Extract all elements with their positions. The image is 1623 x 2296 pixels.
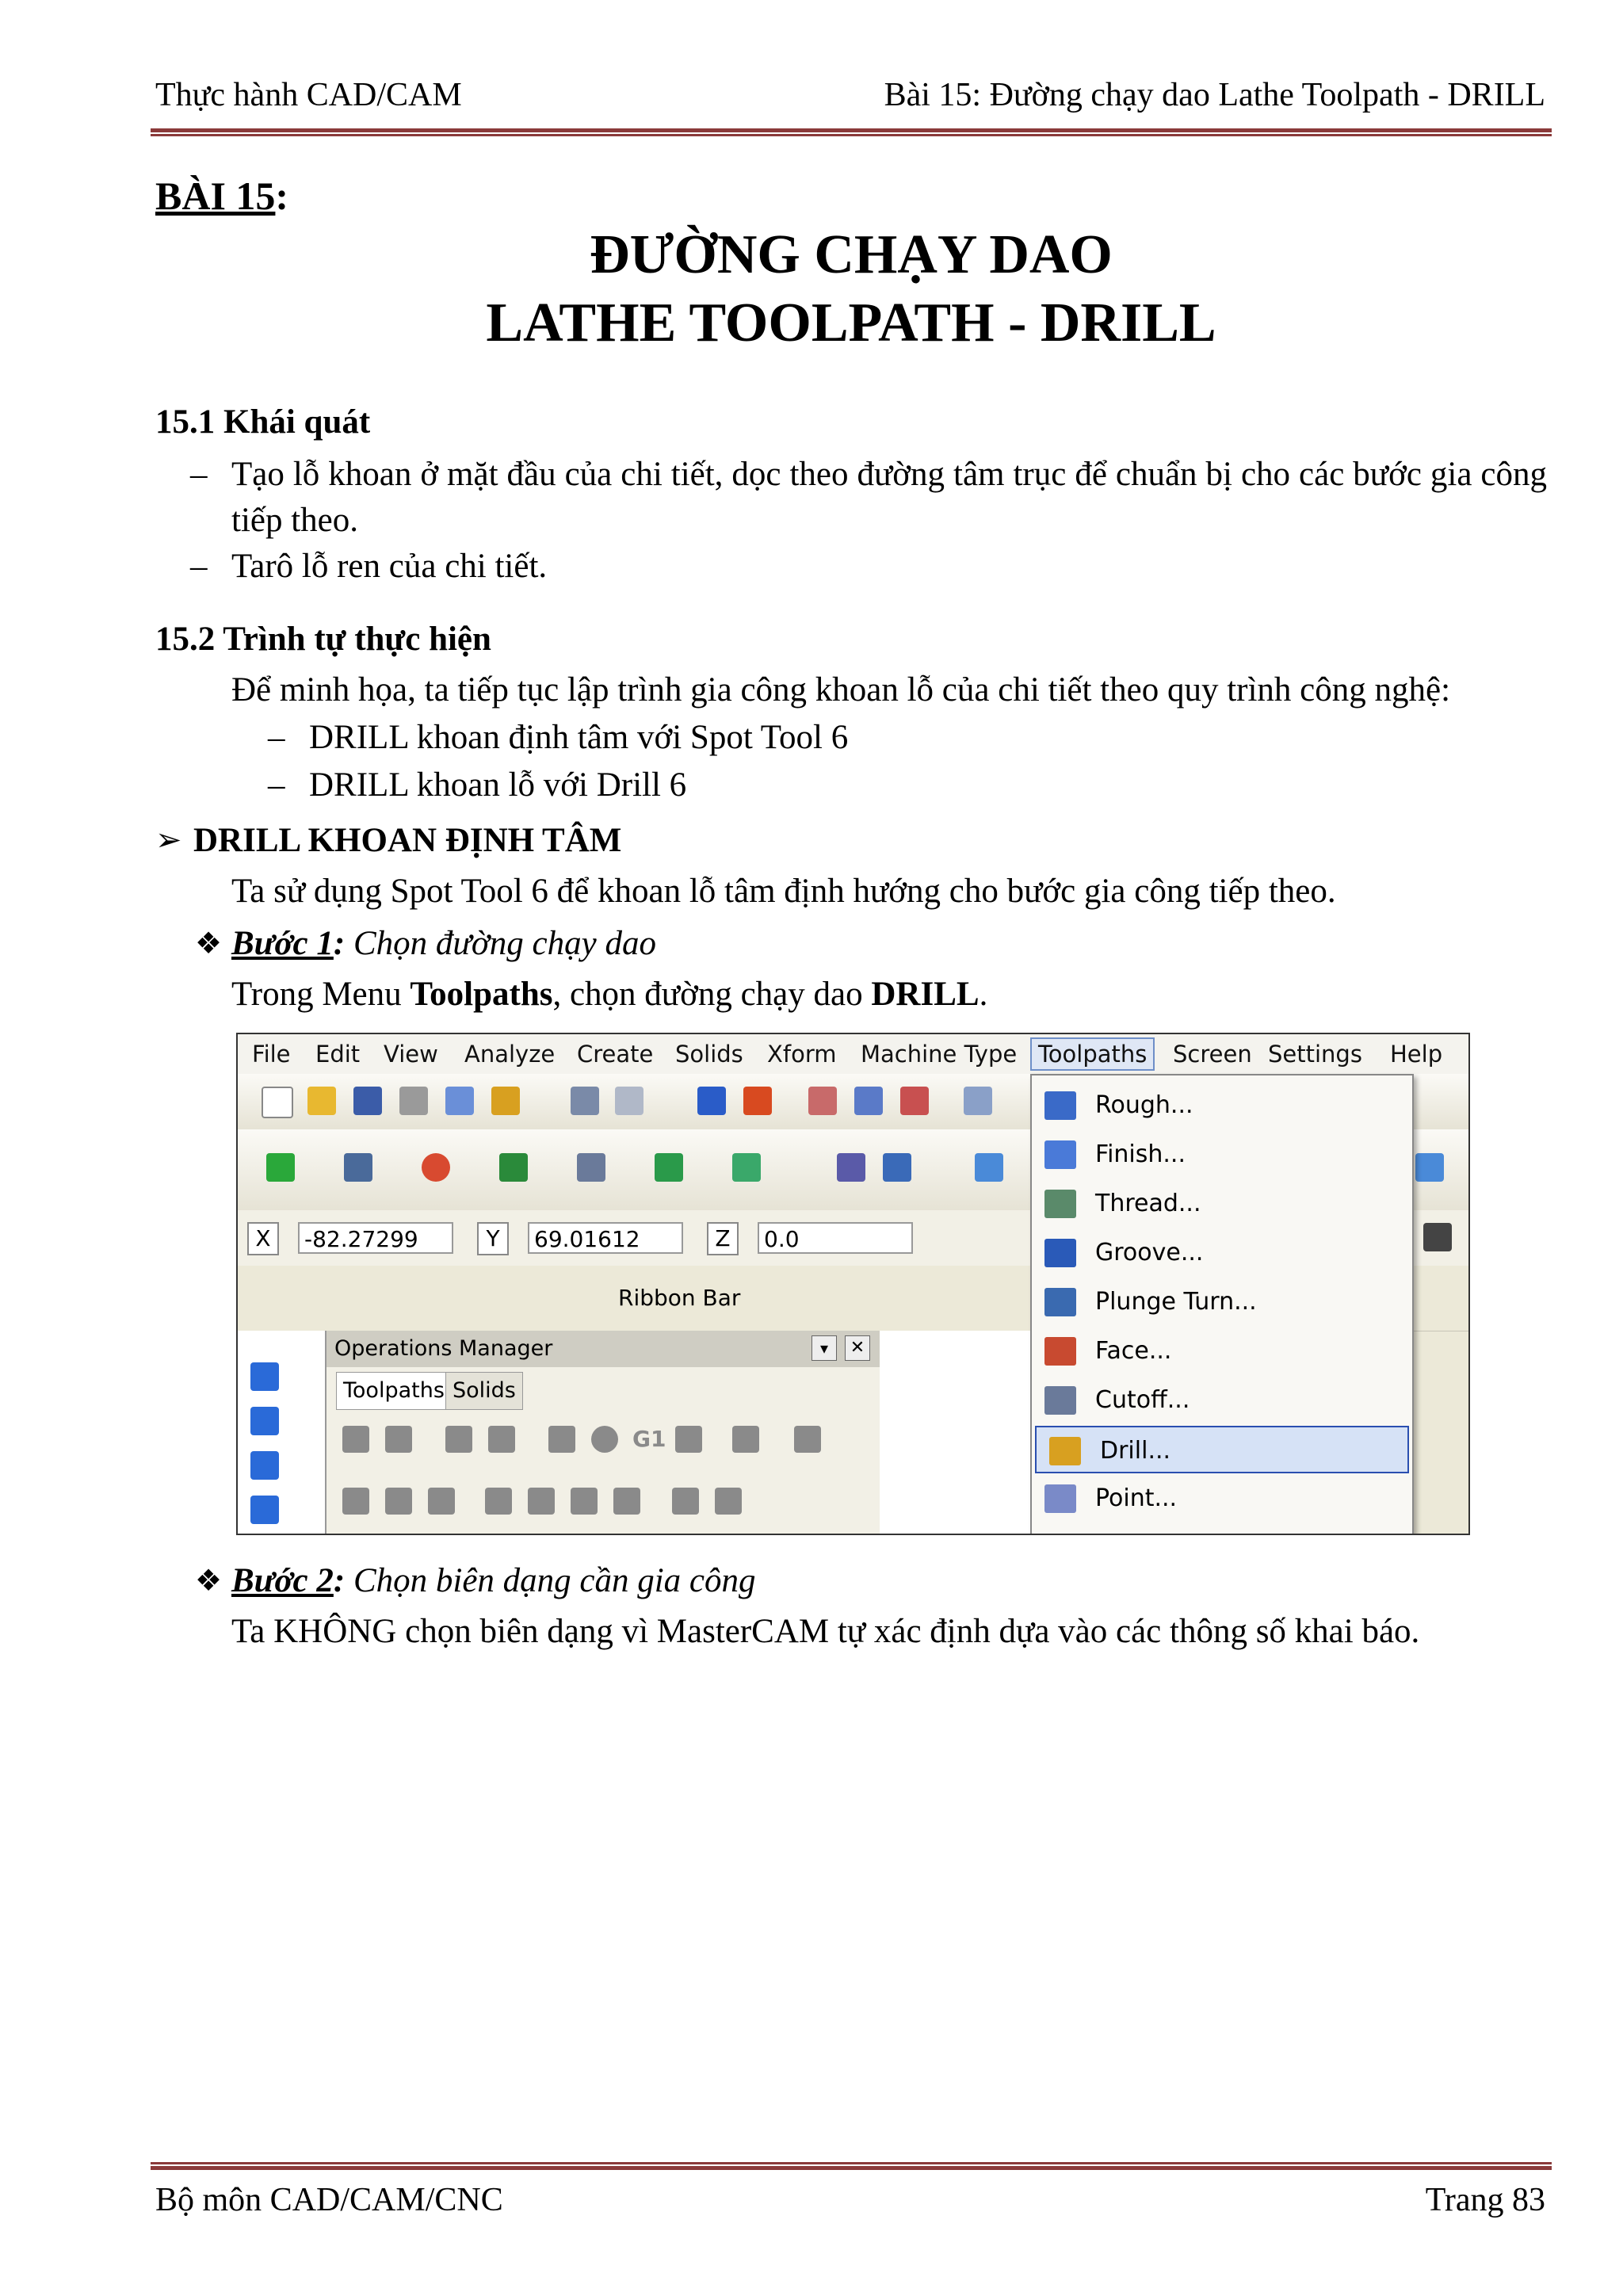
regen-icon[interactable] — [445, 1426, 472, 1453]
expand-icon[interactable] — [613, 1488, 640, 1515]
menu-item-drill[interactable]: Drill... — [1035, 1426, 1409, 1473]
ribbon-bar-label: Ribbon Bar — [618, 1285, 741, 1311]
menu-analyze[interactable]: Analyze — [464, 1041, 556, 1068]
dash-bullet: – — [190, 456, 208, 493]
footer-left: Bộ môn CAD/CAM/CNC — [155, 2182, 503, 2218]
move-up-icon[interactable] — [528, 1488, 555, 1515]
close-icon[interactable]: ✕ — [845, 1335, 870, 1361]
regen-dirty-icon[interactable] — [488, 1426, 515, 1453]
import-icon[interactable] — [250, 1407, 279, 1435]
header-right: Bài 15: Đường chạy dao Lathe Toolpath - DRILL — [884, 77, 1545, 113]
menu-edit[interactable]: Edit — [315, 1041, 361, 1068]
save-icon[interactable] — [353, 1087, 382, 1115]
solid-cylinder-icon[interactable] — [732, 1153, 761, 1182]
operations-manager-panel — [325, 1331, 883, 1534]
menu-xform[interactable]: Xform — [767, 1041, 837, 1068]
page-number: Trang 83 — [1425, 2182, 1545, 2218]
select-all-icon[interactable] — [342, 1426, 369, 1453]
section2-bullet-2: DRILL khoan lỗ với Drill 6 — [309, 766, 687, 804]
point-icon[interactable] — [266, 1153, 295, 1182]
print-icon[interactable] — [399, 1087, 428, 1115]
thread-icon — [1044, 1190, 1076, 1218]
trim-icon[interactable] — [837, 1153, 865, 1182]
diamond-bullet-icon: ❖ — [195, 1564, 223, 1598]
grid-icon[interactable] — [975, 1153, 1003, 1182]
toolpaths-dropdown-menu — [1030, 1074, 1414, 1535]
cutoff-icon — [1044, 1386, 1076, 1415]
face-icon — [1044, 1337, 1076, 1366]
tab-toolpaths[interactable]: Toolpaths — [336, 1372, 452, 1410]
xform-icon[interactable] — [883, 1153, 911, 1182]
section1-bullet-2: Tarô lỗ ren của chi tiết. — [231, 548, 548, 585]
new-file-icon[interactable] — [262, 1087, 293, 1118]
section2-bullet-1: DRILL khoan định tâm với Spot Tool 6 — [309, 719, 849, 756]
chamfer-icon[interactable] — [655, 1153, 683, 1182]
zoom-fit-icon[interactable] — [854, 1087, 883, 1115]
insert-arrow-icon[interactable] — [571, 1488, 598, 1515]
redo-icon[interactable] — [615, 1087, 643, 1115]
zoom-out-icon[interactable] — [900, 1087, 929, 1115]
lock-2-icon[interactable] — [428, 1488, 455, 1515]
backplot-icon[interactable] — [548, 1426, 575, 1453]
y-label: Y — [477, 1222, 509, 1255]
operations-manager-title: Operations Manager ▾ ✕ — [327, 1331, 881, 1367]
circle-icon[interactable] — [422, 1153, 450, 1182]
y-coordinate-field[interactable]: 69.01612 — [528, 1222, 683, 1254]
open-folder-icon[interactable] — [307, 1087, 336, 1115]
footer-rule — [151, 2162, 1552, 2170]
lesson-label: BÀI 15: — [155, 174, 289, 218]
down-arrow-icon[interactable] — [250, 1496, 279, 1524]
menu-item-groove[interactable]: Groove... — [1032, 1229, 1412, 1277]
menu-settings[interactable]: Settings — [1268, 1041, 1362, 1068]
verify-icon[interactable] — [591, 1426, 618, 1453]
arrow-bullet-icon: ➢ — [155, 822, 182, 858]
menu-view[interactable]: View — [384, 1041, 438, 1068]
section2-intro: Để minh họa, ta tiếp tục lập trình gia công khoan lỗ của chi tiết theo quy trình công nghệ: — [231, 671, 1451, 709]
menu-bar — [238, 1034, 1468, 1075]
menu-item-plunge-turn[interactable]: Plunge Turn... — [1032, 1278, 1412, 1326]
header-rule — [151, 128, 1552, 136]
zoom-window-icon[interactable] — [808, 1087, 837, 1115]
step1-text: Trong Menu Toolpaths, chọn đường chạy dao DRILL. — [231, 976, 988, 1013]
subsection-heading: DRILL KHOAN ĐỊNH TÂM — [193, 822, 622, 859]
plunge-turn-icon — [1044, 1288, 1076, 1316]
pan-icon[interactable] — [697, 1087, 726, 1115]
menu-machine-type[interactable]: Machine Type — [861, 1041, 1018, 1068]
fillet-icon[interactable] — [499, 1153, 528, 1182]
zoom-icon[interactable] — [964, 1087, 992, 1115]
z-label: Z — [707, 1222, 739, 1255]
page-title-line1: ĐƯỜNG CHẠY DAO — [590, 224, 1113, 285]
step2-text: Ta KHÔNG chọn biên dạng vì MasterCAM tự xác định dựa vào các thông số khai báo. — [231, 1613, 1420, 1650]
wand-icon[interactable] — [732, 1426, 759, 1453]
move-down-icon[interactable] — [485, 1488, 512, 1515]
print-preview-icon[interactable] — [445, 1087, 474, 1115]
dash-bullet: – — [268, 719, 285, 756]
section1-bullet-1: Tạo lỗ khoan ở mặt đầu của chi tiết, dọc theo đường tâm trục để chuẩn bị cho các bước gia công tiếp theo. — [231, 456, 1547, 539]
diamond-bullet-icon: ❖ — [195, 927, 223, 961]
line-icon[interactable] — [344, 1153, 372, 1182]
select-dirty-icon[interactable] — [385, 1426, 412, 1453]
layout-icon[interactable] — [1415, 1153, 1444, 1182]
menu-file[interactable]: File — [252, 1041, 291, 1068]
menu-toolpaths[interactable]: Toolpaths — [1030, 1037, 1155, 1071]
toggle-display-icon[interactable] — [672, 1488, 699, 1515]
sort-icon[interactable] — [715, 1488, 742, 1515]
header-left: Thực hành CAD/CAM — [155, 77, 462, 113]
subsection-intro: Ta sử dụng Spot Tool 6 để khoan lỗ tâm định hướng cho bước gia công tiếp theo. — [231, 873, 1336, 910]
menu-create[interactable]: Create — [577, 1041, 654, 1068]
step2-heading: Bước 2: Chọn biên dạng cần gia công — [231, 1562, 756, 1599]
settings-icon[interactable] — [1423, 1223, 1452, 1251]
dash-bullet: – — [268, 766, 285, 804]
arc-icon[interactable] — [250, 1451, 279, 1480]
menu-item-thread[interactable]: Thread... — [1032, 1180, 1412, 1228]
graphics-area[interactable] — [880, 1331, 1030, 1534]
help-icon[interactable] — [794, 1426, 821, 1453]
section-heading-1: 15.1 Khái quát — [155, 403, 371, 441]
finish-icon — [1044, 1140, 1076, 1169]
point-toolpath-icon — [1044, 1484, 1076, 1513]
menu-item-cutoff[interactable]: Cutoff... — [1032, 1377, 1412, 1424]
post-g1-label[interactable]: G1 — [632, 1426, 666, 1452]
step1-heading: Bước 1: Chọn đường chạy dao — [231, 925, 656, 962]
menu-item-rough[interactable]: Rough... — [1032, 1082, 1412, 1129]
page-title-line2: LATHE TOOLPATH - DRILL — [486, 292, 1216, 353]
spline-icon[interactable] — [577, 1153, 605, 1182]
z-coordinate-field[interactable]: 0.0 — [758, 1222, 913, 1254]
repaint-icon[interactable] — [743, 1087, 772, 1115]
drill-icon — [1049, 1437, 1081, 1465]
lock-icon[interactable] — [342, 1488, 369, 1515]
panel-menu-icon[interactable]: ▾ — [812, 1335, 837, 1361]
upload-icon[interactable] — [250, 1362, 279, 1391]
menu-screen[interactable]: Screen — [1173, 1041, 1252, 1068]
menu-item-point[interactable]: Point... — [1032, 1475, 1412, 1522]
post-icon[interactable] — [675, 1426, 702, 1453]
mastercam-screenshot — [236, 1033, 1470, 1535]
left-icon-strip — [238, 1331, 325, 1534]
waves-icon[interactable] — [385, 1488, 412, 1515]
undo-icon[interactable] — [571, 1087, 599, 1115]
rough-icon — [1044, 1091, 1076, 1120]
menu-help[interactable]: Help — [1390, 1041, 1443, 1068]
trophy-icon[interactable] — [491, 1087, 520, 1115]
menu-item-face[interactable]: Face... — [1032, 1328, 1412, 1375]
section-heading-2: 15.2 Trình tự thực hiện — [155, 621, 491, 658]
x-coordinate-field[interactable]: -82.27299 — [298, 1222, 453, 1254]
tab-solids[interactable]: Solids — [445, 1372, 523, 1410]
groove-icon — [1044, 1239, 1076, 1267]
x-label: X — [247, 1222, 279, 1255]
menu-solids[interactable]: Solids — [675, 1041, 743, 1068]
menu-item-finish[interactable]: Finish... — [1032, 1131, 1412, 1179]
dash-bullet: – — [190, 548, 208, 585]
